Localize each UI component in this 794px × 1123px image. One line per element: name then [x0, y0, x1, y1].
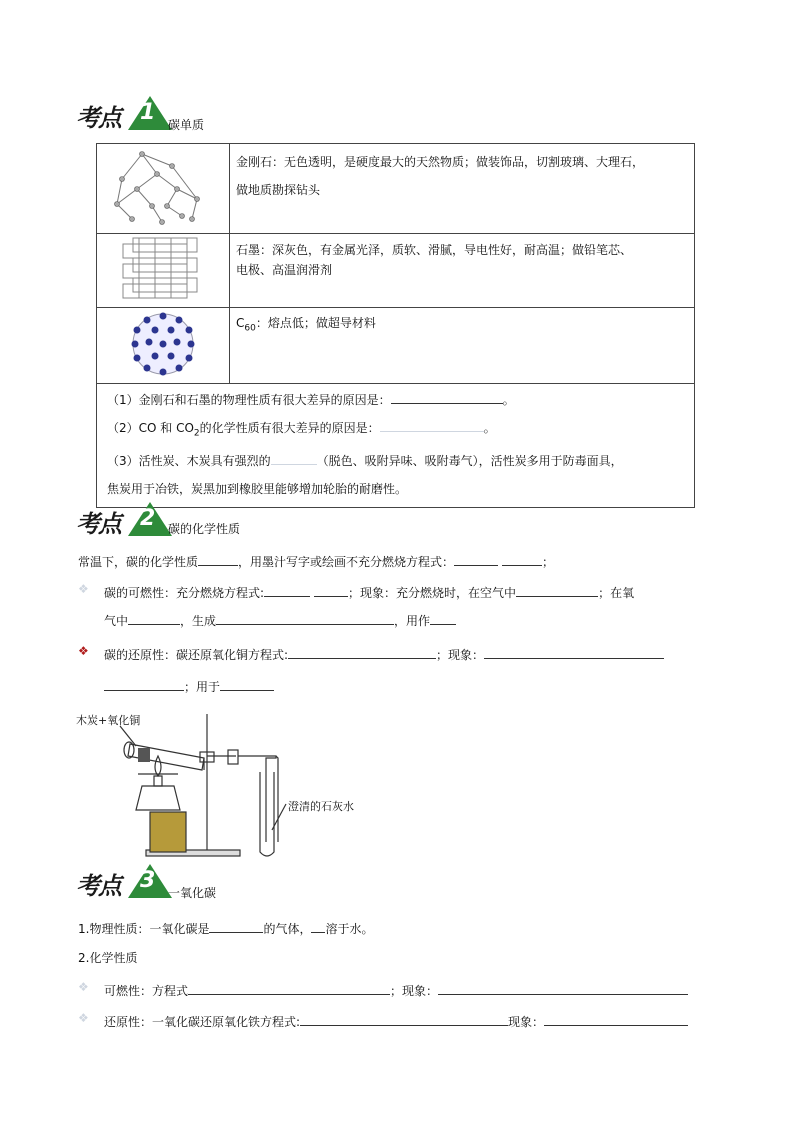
badge-text: 考点 — [76, 871, 120, 900]
answer-blank[interactable] — [516, 582, 598, 597]
section-badge-3 — [76, 864, 168, 898]
section-title-2: 碳的化学性质 — [168, 522, 241, 536]
answer-blank[interactable] — [198, 551, 238, 566]
s3-paragraph-3: 可燃性：方程式 ；现象： — [104, 980, 688, 999]
answer-blank[interactable] — [216, 610, 394, 625]
s2-paragraph-2-line-2: 气中 ，生成 ，用作 — [104, 610, 456, 629]
answer-blank[interactable] — [438, 980, 688, 995]
section-title-3: 一氧化碳 — [168, 886, 217, 900]
s2-paragraph-3-line-2: ；用于 — [104, 676, 274, 695]
badge-number: 3 — [140, 868, 156, 893]
bullet-icon: ❖ — [78, 980, 89, 994]
answer-blank[interactable] — [314, 582, 348, 597]
s2-paragraph-2: 碳的可燃性：充分燃烧方程式: ；现象：充分燃烧时，在空气中 ；在氧 — [104, 582, 634, 601]
answer-blank[interactable] — [502, 551, 542, 566]
diamond-text-cell — [230, 144, 695, 234]
s2-paragraph-3: 碳的还原性：碳还原氧化铜方程式: ；现象： — [104, 644, 664, 663]
s3-paragraph-4: 还原性：一氧化碳还原氧化铁方程式: 现象： — [104, 1011, 688, 1030]
answer-blank[interactable] — [391, 389, 503, 404]
answer-blank[interactable] — [300, 1011, 508, 1026]
c60-text-cell — [230, 308, 695, 384]
badge-number: 1 — [140, 100, 156, 125]
bullet-icon: ❖ — [78, 582, 89, 596]
graphite-text-cell — [230, 234, 695, 308]
apparatus-figure — [76, 712, 376, 862]
figure-label-charcoal: 木炭+氧化铜 — [76, 714, 141, 727]
c60-structure-icon — [97, 308, 229, 380]
question-2: （2）CO 和 $CO_2$的化学性质有很大差异的原因是： 。 — [107, 414, 684, 447]
answer-blank[interactable] — [422, 644, 436, 659]
badge-text: 考点 — [76, 103, 120, 132]
diamond-line-2: 做地质勘探钻头 — [236, 183, 321, 197]
graphite-line-2: 电极、高温润滑剂 — [236, 263, 333, 277]
s3-paragraph-2: 2.化学性质 — [78, 951, 138, 965]
answer-blank[interactable] — [311, 918, 325, 933]
answer-blank[interactable] — [544, 1011, 688, 1026]
answer-blank[interactable] — [128, 610, 180, 625]
s3-bullet-2 — [78, 1011, 89, 1025]
diamond-line-1: 金刚石：无色透明，是硬度最大的天然物质；做装饰品，切割玻璃、大理石， — [236, 155, 645, 169]
section-title-1: 碳单质 — [168, 118, 205, 132]
answer-blank[interactable] — [209, 918, 263, 933]
answer-blank[interactable] — [430, 610, 456, 625]
graphite-structure-icon — [97, 234, 229, 304]
graphite-image-cell — [97, 234, 230, 308]
answer-blank[interactable] — [188, 980, 390, 995]
answer-blank[interactable] — [484, 644, 664, 659]
diamond-structure-icon — [97, 144, 229, 230]
answer-blank[interactable] — [380, 417, 484, 432]
apparatus-drawing — [76, 712, 376, 862]
badge-number: 2 — [140, 506, 156, 531]
figure-label-limewater: 澄清的石灰水 — [288, 800, 354, 813]
question-1: （1）金刚石和石墨的物理性质有很大差异的原因是： 。 — [107, 386, 684, 414]
bullet-icon: ❖ — [78, 644, 89, 658]
answer-blank[interactable] — [264, 582, 310, 597]
answer-blank[interactable] — [104, 676, 184, 691]
answer-blank[interactable] — [288, 644, 422, 659]
questions-cell — [97, 384, 695, 508]
carbon-table — [96, 143, 695, 508]
c60-line: $C_{60}$：熔点低；做超导材料 — [236, 316, 376, 334]
graphite-line-1: 石墨：深灰色，有金属光泽，质软、滑腻，导电性好，耐高温；做铅笔芯、 — [236, 243, 633, 257]
s2-bullet-1 — [78, 582, 89, 596]
badge-text: 考点 — [76, 509, 120, 538]
answer-blank[interactable] — [220, 676, 274, 691]
diamond-image-cell — [97, 144, 230, 234]
section-badge-2 — [76, 502, 168, 536]
answer-blank[interactable] — [271, 450, 317, 465]
s2-bullet-2 — [78, 644, 89, 658]
c60-image-cell — [97, 308, 230, 384]
question-3-line-2: 焦炭用于冶铁，炭黑加到橡胶里能够增加轮胎的耐磨性。 — [107, 482, 408, 497]
section-badge-1 — [76, 96, 168, 130]
bullet-icon: ❖ — [78, 1011, 89, 1025]
s3-paragraph-1: 1.物理性质：一氧化碳是 的气体， 溶于水。 — [78, 918, 373, 937]
answer-blank[interactable] — [454, 551, 498, 566]
s3-bullet-1 — [78, 980, 89, 994]
question-3: （3）活性炭、木炭具有强烈的 （脱色、吸附异味、吸附毒气），活性炭多用于防毒面具， — [107, 447, 684, 475]
s2-paragraph-1: 常温下，碳的化学性质 ，用墨汁写字或绘画不充分燃烧方程式： ； — [78, 551, 554, 570]
